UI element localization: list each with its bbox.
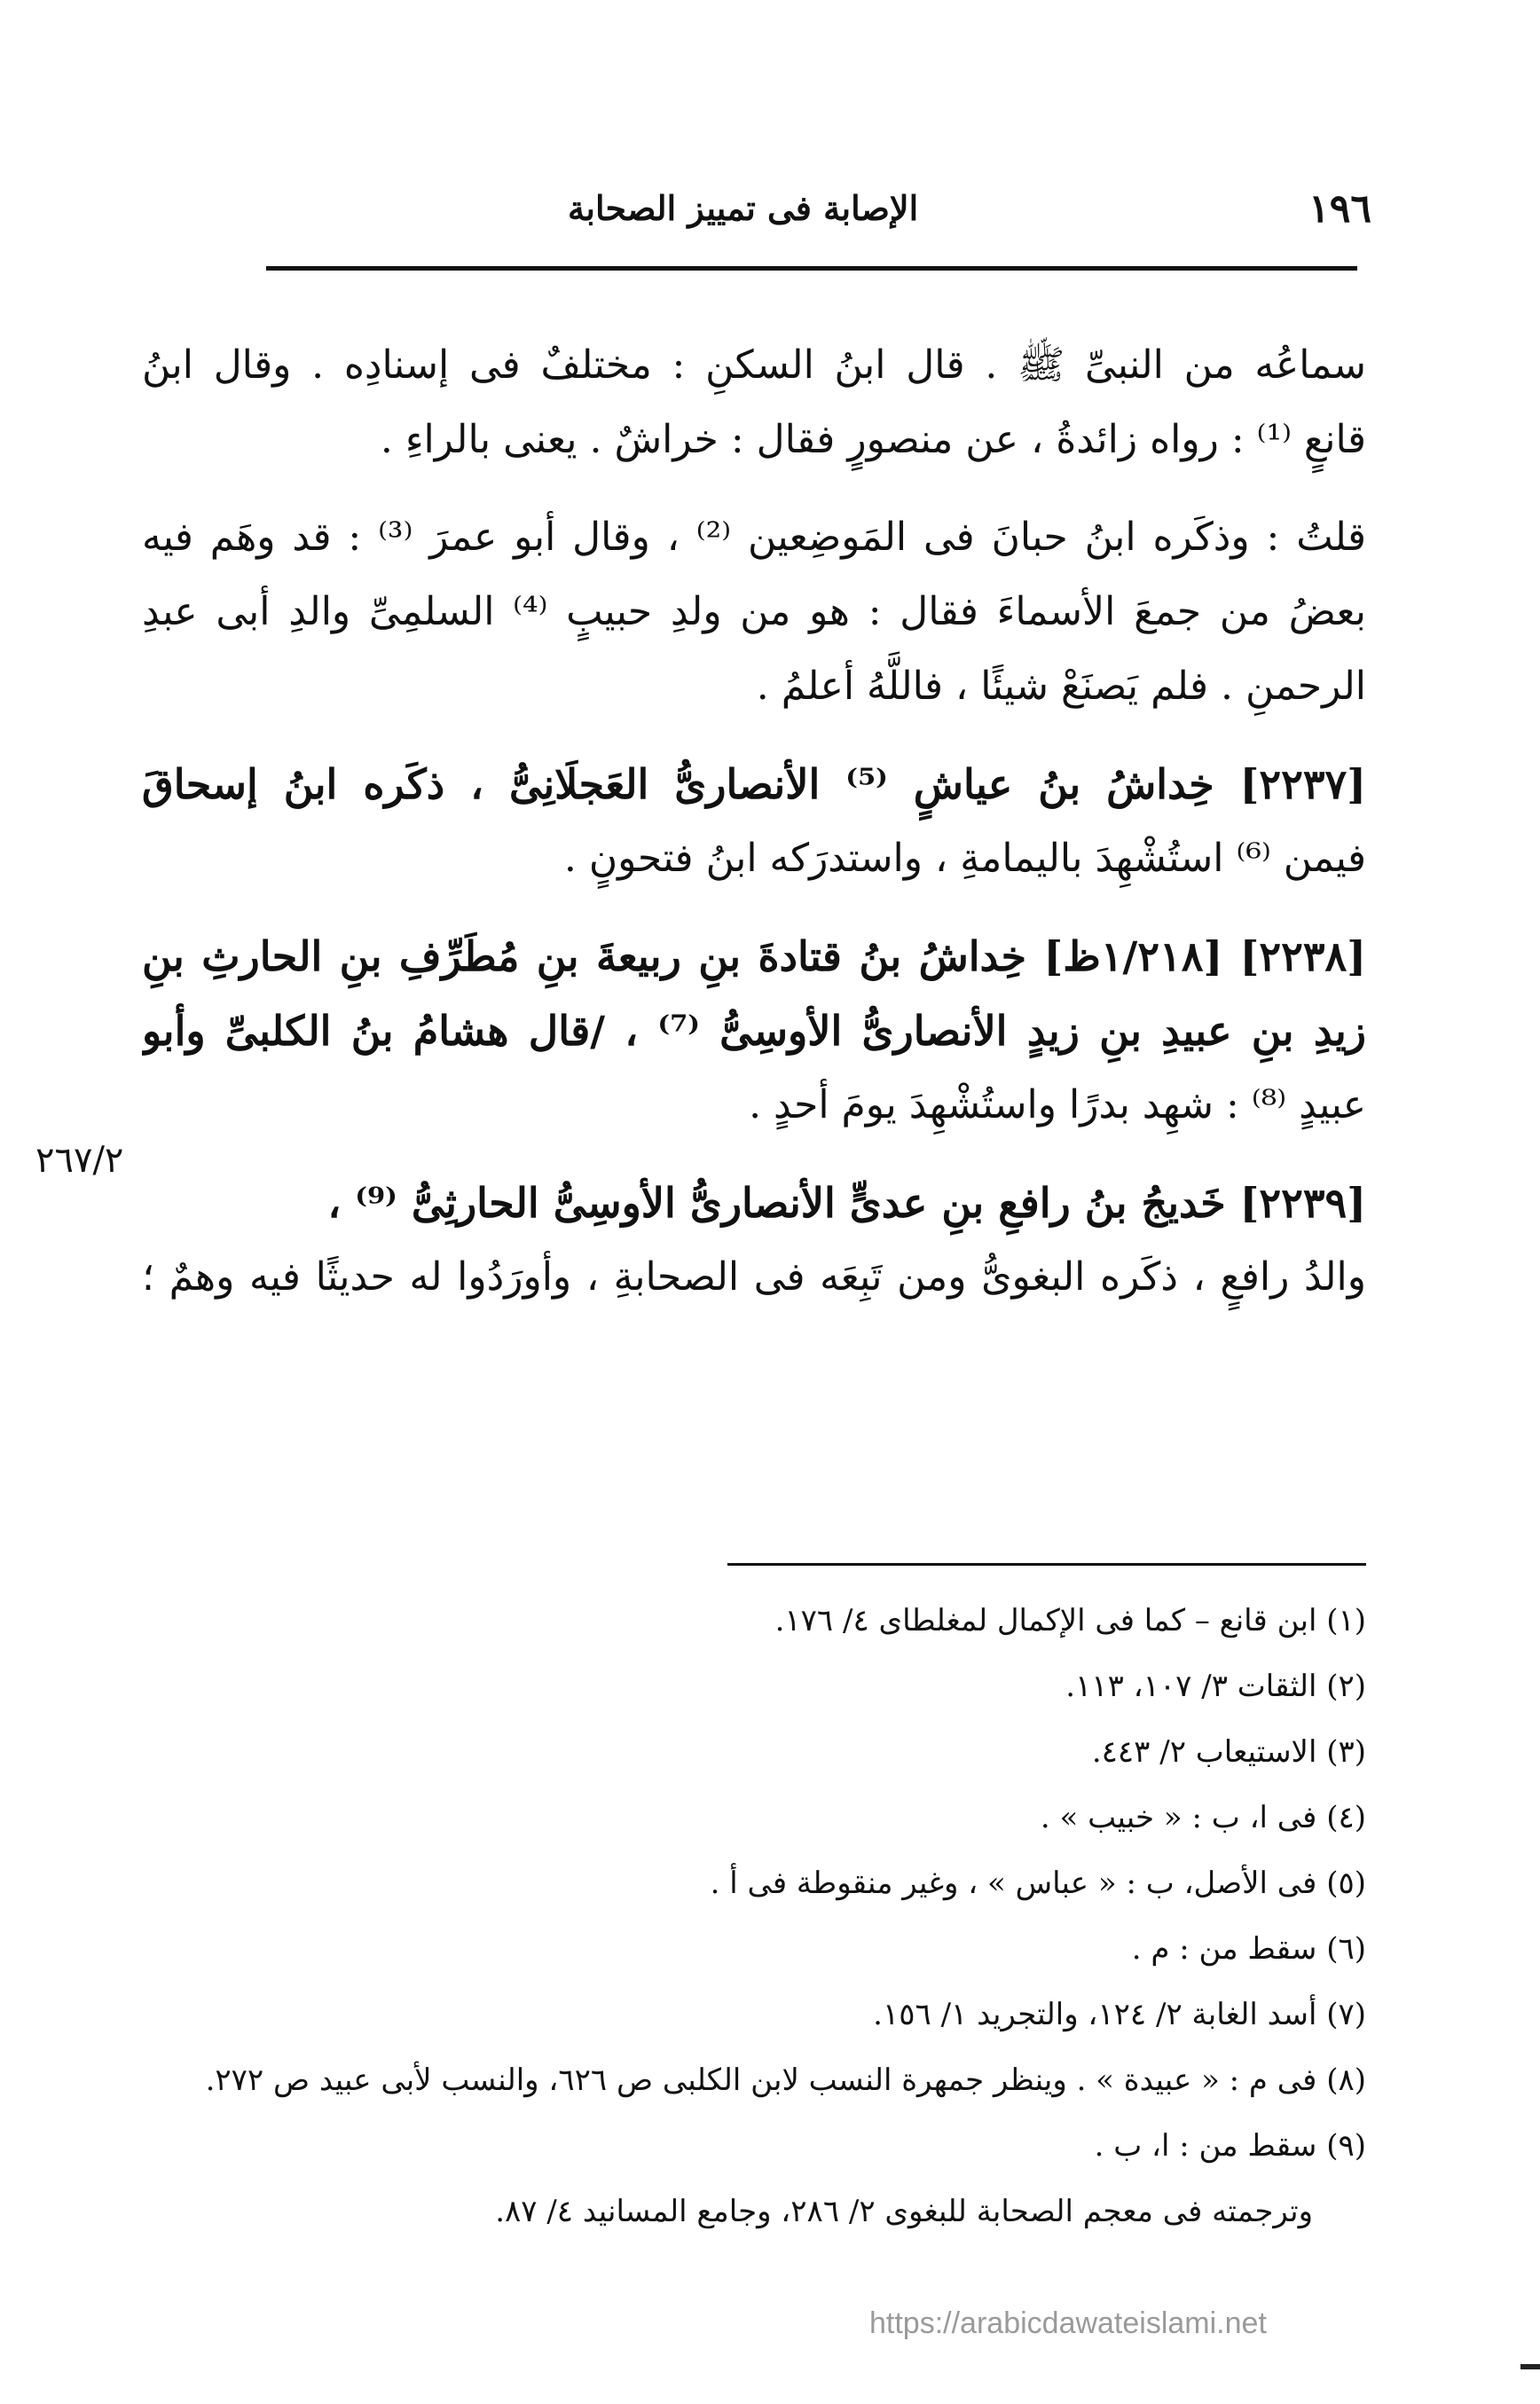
header-divider [266, 266, 1357, 271]
footnote: (٤) فى ا، ب : « خبيب » . [1040, 1800, 1366, 1835]
scan-mark [1520, 2364, 1540, 2369]
main-text [142, 328, 1366, 1315]
entry-2238-heading: [٢٢٣٨] [١/٢١٨ظ] خِداشُ بنُ قتادةَ بنِ ربيعةَ بنِ مُطَرِّفِ بنِ الحارثِ بنِ [142, 932, 1366, 980]
footnote: (٣) الاستيعاب ٢/ ٤٤٣. [1091, 1734, 1366, 1770]
text-line: فيمن ⁽⁶⁾ استُشْهِدَ باليمامةِ ، واستدرَكه ابنُ فتحونٍ . [563, 836, 1366, 881]
text-line: قانعٍ ⁽¹⁾ : رواه زائدةُ ، عن منصورٍ فقال : خراشٌ . يعنى بالراءِ . [380, 417, 1366, 462]
footnote-divider [727, 1563, 1366, 1566]
footnote: (٢) الثقات ٣/ ١٠٧، ١١٣. [1065, 1669, 1366, 1704]
footnote: وترجمته فى معجم الصحابة للبغوى ٢/ ٢٨٦، وجامع المسانيد ٤/ ٨٧. [495, 2194, 1313, 2229]
running-title: الإصابة فى تمييز الصحابة [568, 188, 919, 228]
footnote: (٧) أسد الغابة ٢/ ١٢٤، والتجريد ١/ ١٥٦. [873, 1997, 1366, 2032]
text-line: الرحمنِ . فلم يَصنَعْ شيئًا ، فاللَّهُ أعلمُ . [756, 664, 1366, 709]
footnote: (٦) سقط من : م . [1131, 1931, 1366, 1967]
text-line: زيدِ بنِ عبيدِ بنِ زيدٍ الأنصارىُّ الأوسِىُّ ⁽⁷⁾ ، /قال هشامُ بنُ الكلبىِّ وأبو [142, 1007, 1366, 1055]
watermark-url: https://arabicdawateislami.net [869, 2306, 1267, 2340]
footnote: (١) ابن قانع – كما فى الإكمال لمغلطاى ٤/ ١٧٦. [774, 1603, 1366, 1638]
text-line: سماعُه من النبىِّ ﷺ . قال ابنُ السكنِ : مختلفٌ فى إسنادِه . وقال ابنُ [142, 342, 1366, 388]
text-line: والدُ رافعٍ ، ذكَره البغوىُّ ومن تَبِعَه فى الصحابةِ ، وأورَدُوا له حديثًا فيه وهمٌ ؛ [142, 1254, 1366, 1300]
text-line: بعضُ من جمعَ الأسماءَ فقال : هو من ولدِ حبيبٍ ⁽⁴⁾ السلمِىِّ والدِ أبى عبدِ [142, 589, 1366, 634]
entry-2237-heading: [٢٢٣٧] خِداشُ بنُ عياشٍ ⁽⁵⁾ الأنصارىُّ العَجلَانِىُّ ، ذكَره ابنُ إسحاقَ [142, 760, 1366, 808]
entry-2239-heading: [٢٢٣٩] خَديجُ بنُ رافعِ بنِ عدىٍّ الأنصارىُّ الأوسِىُّ الحارثِىُّ ⁽⁹⁾ ، [327, 1179, 1366, 1227]
footnotes [142, 1588, 1366, 2244]
text-line: قلتُ : وذكَره ابنُ حبانَ فى المَوضِعين ⁽²⁾ ، وقال أبو عمرَ ⁽³⁾ : قد وهَم فيه [142, 515, 1366, 560]
page-number: ١٩٦ [1308, 186, 1371, 232]
footnote: (٥) فى الأصل، ب : « عباس » ، وغير منقوطة فى أ . [710, 1866, 1366, 1901]
footnote: (٩) سقط من : ا، ب . [1094, 2128, 1366, 2164]
margin-volume-reference: ٢٦٧/٢ [35, 1140, 124, 1181]
text-line: عبيدٍ ⁽⁸⁾ : شهِد بدرًا واستُشْهِدَ يومَ أحدٍ . [749, 1082, 1366, 1127]
footnote: (٨) فى م : « عبيدة » . وينظر جمهرة النسب لابن الكلبى ص ٦٢٦، والنسب لأبى عبيد ص ٢٧٢. [205, 2062, 1366, 2098]
